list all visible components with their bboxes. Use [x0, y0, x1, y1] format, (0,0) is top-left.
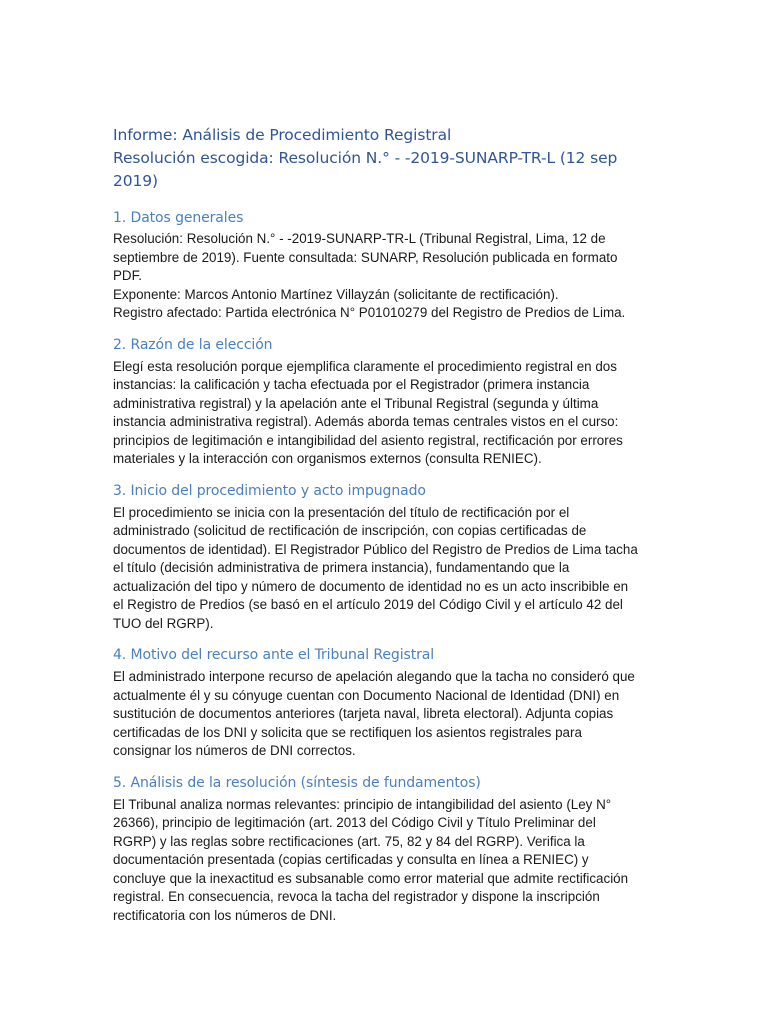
- section-inicio-procedimiento: [113, 481, 663, 634]
- section-heading: 4. Motivo del recurso ante el Tribunal Registral: [113, 647, 435, 663]
- document-title: Informe: Análisis de Procedimiento Registral: [113, 126, 452, 144]
- section-razon-eleccion: [113, 335, 663, 469]
- section-body: El procedimiento se inicia con la presentación del título de rectificación por el administrado (solicitud de rectificación de inscripción, con copias certificadas de documentos de identidad). El Registrador Público del Registro de Predios de Lima tacha el título (decisión administrativa de primera instancia), fundamentando que la actualización del tipo y número de documento de identidad no es un acto inscribible en el Registro de Predios (se basó en el artículo 2019 del Código Civil y el artículo 42 del TUO del RGRP).: [113, 504, 638, 631]
- document-subtitle: Resolución escogida: Resolución N.° - -2019-SUNARP-TR-L (12 sep 2019): [113, 149, 618, 190]
- section-heading: 3. Inicio del procedimiento y acto impugnado: [113, 482, 426, 499]
- section-body: El administrado interpone recurso de apelación alegando que la tacha no consideró que actualmente él y su cónyuge cuentan con Documento Nacional de Identidad (DNI) en sustitución de documentos anteriores (tarjeta naval, libreta electoral). Adjunta copias certificadas de los DNI y solicita que se rectifiquen los asientos registrales para consignar los números de DNI correctos.: [113, 669, 635, 758]
- section-heading: 1. Datos generales: [113, 210, 244, 226]
- section-motivo-recurso: [113, 645, 663, 761]
- section-datos-generales: [113, 208, 663, 323]
- section-body: Elegí esta resolución porque ejemplifica claramente el procedimiento registral en dos instancias: la calificación y tacha efectuada por el Registrador (primera instancia administrativa registral) y la apelación ante el Tribunal Registral (segunda y última instancia administrativa registral). Además aborda temas centrales vistos en el curso: principios de legitimación e intangibilidad del asiento registral, rectificación por errores materiales y la interacción con organismos externos (consulta RENIEC).: [113, 358, 623, 466]
- section-body: El Tribunal analiza normas relevantes: principio de intangibilidad del asiento (Ley N° 26366), principio de legitimación (art. 2013 del Código Civil y Título Preliminar del RGRP) y las reglas sobre rectificaciones (art. 75, 82 y 84 del RGRP). Verifica la documentación presentada (copias certificadas y consulta en línea a RENIEC) y concluye que la inexactitud es subsanable como error material que admite rectificación registral. En consecuencia, revoca la tacha del registrador y dispone la inscripción rectificatoria con los números de DNI.: [113, 796, 629, 923]
- document-page: [113, 124, 663, 925]
- document-title-block: [113, 124, 663, 193]
- section-heading: 5. Análisis de la resolución (síntesis de fundamentos): [113, 774, 481, 791]
- section-body: Resolución: Resolución N.° - -2019-SUNARP-TR-L (Tribunal Registral, Lima, 12 de septiembre de 2019). Fuente consultada: SUNARP, Resolución publicada en formato PDF. Exponente: Marcos Antonio Martínez Villayzán (solicitante de rectificación). Registro afectado: Partida electrónica N° P01010279 del Registro de Predios de Lima.: [113, 231, 626, 320]
- section-heading: 2. Razón de la elección: [113, 336, 273, 353]
- section-analisis-resolucion: [113, 773, 663, 926]
